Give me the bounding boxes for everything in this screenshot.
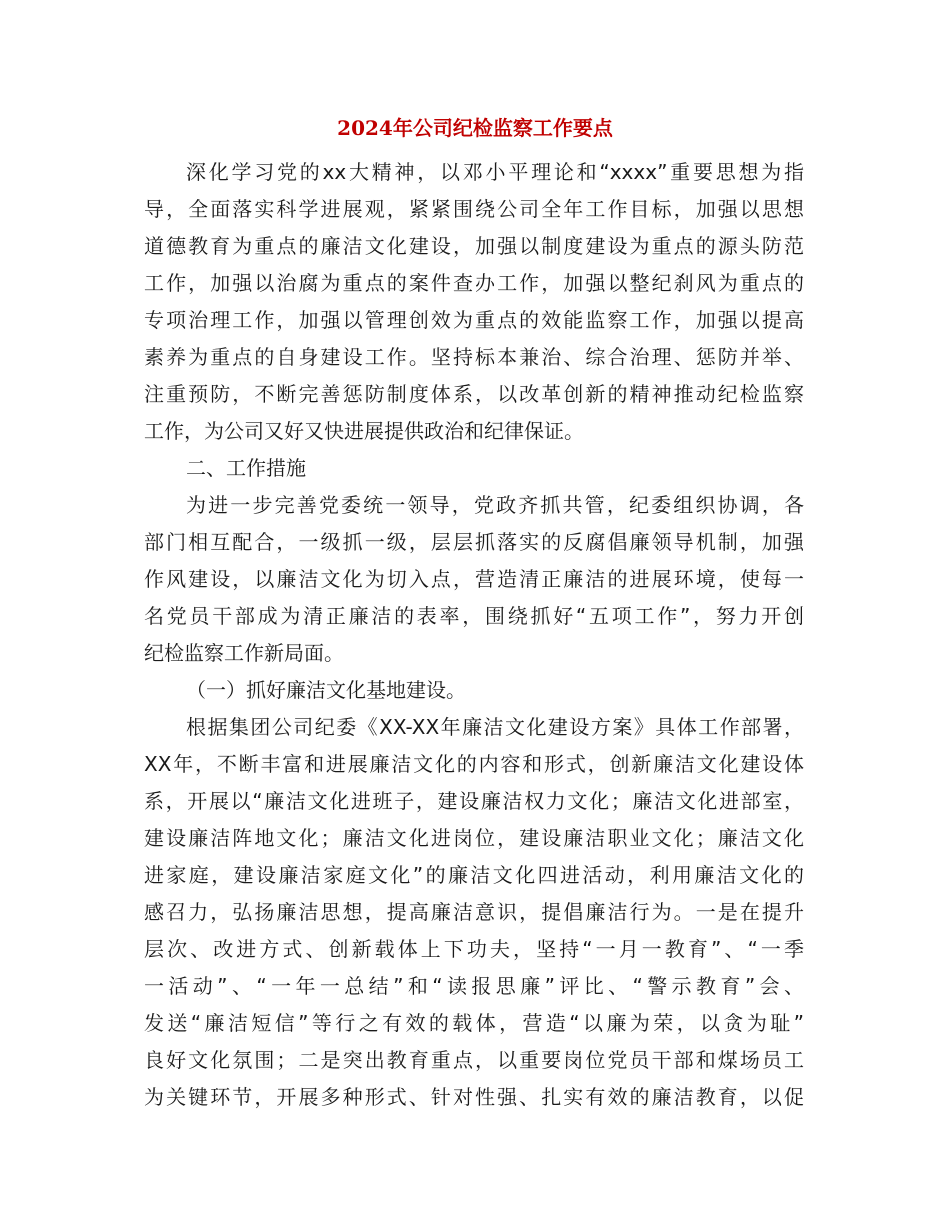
paragraph-line: 系，开展以“廉洁文化进班子，建设廉洁权力文化；廉洁文化进部室， xyxy=(144,789,804,813)
paragraph-line: 注重预防，不断完善惩防制度体系，以改革创新的精神推动纪检监察 xyxy=(144,382,804,406)
paragraph-line: 根据集团公司纪委《XX-XX年廉洁文化建设方案》具体工作部署， xyxy=(186,715,804,739)
document-title: 2024年公司纪检监察工作要点 xyxy=(337,116,613,140)
paragraph-line: 素养为重点的自身建设工作。坚持标本兼治、综合治理、惩防并举、 xyxy=(144,345,804,369)
paragraph-line: 专项治理工作，加强以管理创效为重点的效能监察工作，加强以提高 xyxy=(144,308,804,332)
paragraph-line: 层次、改进方式、创新载体上下功夫，坚持“一月一教育”、“一季 xyxy=(144,937,804,961)
paragraph-line: XX年，不断丰富和进展廉洁文化的内容和形式，创新廉洁文化建设体 xyxy=(144,752,804,776)
paragraph-line: 进家庭，建设廉洁家庭文化”的廉洁文化四进活动，利用廉洁文化的 xyxy=(144,863,804,887)
paragraph-line: 为进一步完善党委统一领导，党政齐抓共管，纪委组织协调，各 xyxy=(186,493,804,517)
paragraph-line: 导，全面落实科学进展观，紧紧围绕公司全年工作目标，加强以思想 xyxy=(144,197,804,221)
paragraph-line: 良好文化氛围；二是突出教育重点，以重要岗位党员干部和煤场员工 xyxy=(144,1048,804,1072)
paragraph-line: 深化学习党的xx大精神，以邓小平理论和“xxxx”重要思想为指 xyxy=(186,160,804,184)
paragraph-line: 发送“廉洁短信”等行之有效的载体，营造“以廉为荣，以贪为耻” xyxy=(144,1011,804,1035)
section-heading: 二、工作措施 xyxy=(186,456,306,480)
paragraph-line: 作风建设，以廉洁文化为切入点，营造清正廉洁的进展环境，使每一 xyxy=(144,567,804,591)
paragraph-line: 感召力，弘扬廉洁思想，提高廉洁意识，提倡廉洁行为。一是在提升 xyxy=(144,900,804,924)
paragraph-line: 工作，为公司又好又快进展提供政治和纪律保证。 xyxy=(144,419,584,443)
paragraph-line: 纪检监察工作新局面。 xyxy=(144,641,344,665)
paragraph-line: 一活动”、“一年一总结”和“读报思廉”评比、“警示教育”会、 xyxy=(144,974,804,998)
subsection-heading: （一）抓好廉洁文化基地建设。 xyxy=(186,678,466,702)
paragraph-line: 为关键环节，开展多种形式、针对性强、扎实有效的廉洁教育，以促 xyxy=(144,1085,804,1109)
paragraph-line: 建设廉洁阵地文化；廉洁文化进岗位，建设廉洁职业文化；廉洁文化 xyxy=(144,826,804,850)
paragraph-line: 工作，加强以治腐为重点的案件查办工作，加强以整纪刹风为重点的 xyxy=(144,271,804,295)
paragraph-line: 道德教育为重点的廉洁文化建设，加强以制度建设为重点的源头防范 xyxy=(144,234,804,258)
paragraph-line: 名党员干部成为清正廉洁的表率，围绕抓好“五项工作”，努力开创 xyxy=(144,604,804,628)
paragraph-line: 部门相互配合，一级抓一级，层层抓落实的反腐倡廉领导机制，加强 xyxy=(144,530,804,554)
